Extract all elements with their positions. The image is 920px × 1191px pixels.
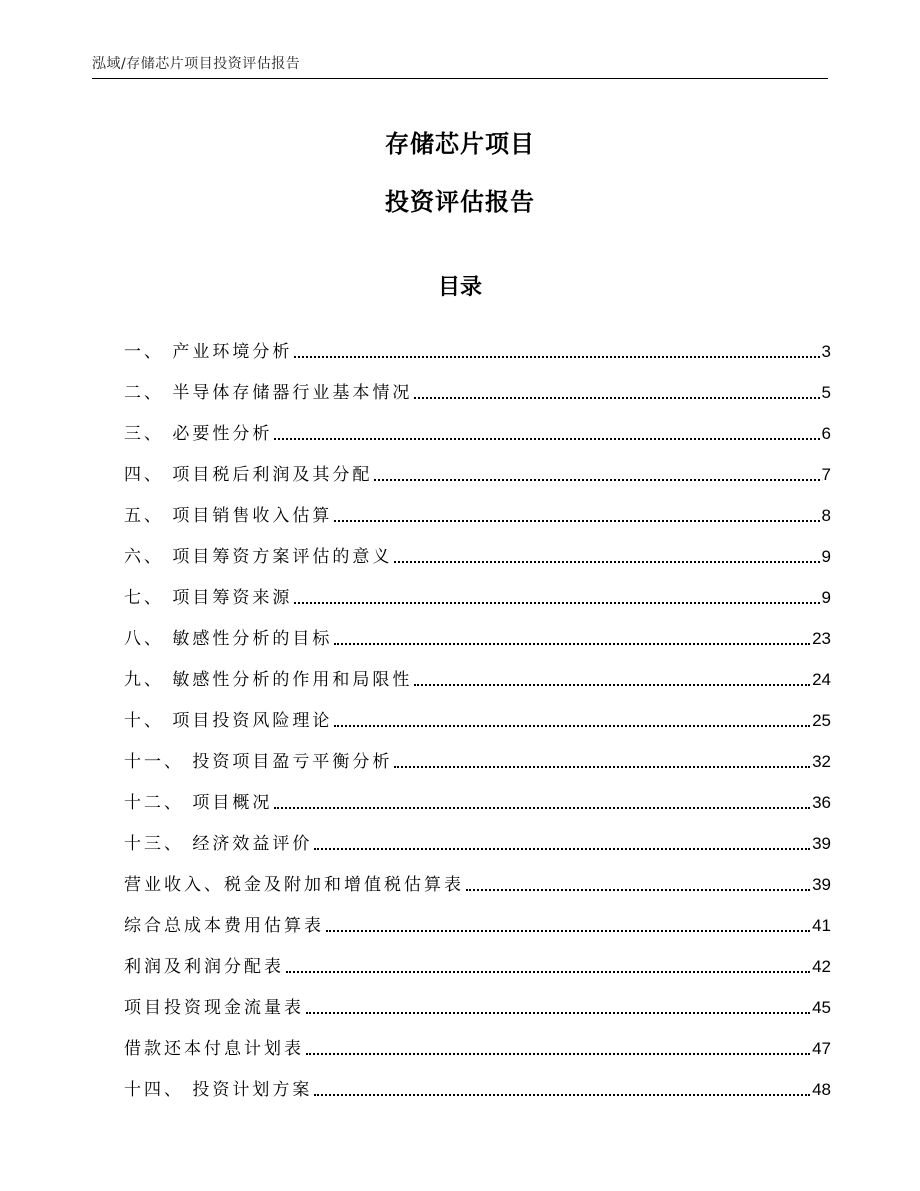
toc-entry-page-number: 23 <box>812 629 831 648</box>
toc-dot-leader <box>294 602 819 604</box>
toc-entry[interactable] <box>124 691 831 732</box>
toc-entry[interactable] <box>124 896 831 937</box>
toc-dot-leader <box>306 1012 810 1014</box>
toc-entry-label: 营业收入、税金及附加和增值税估算表 <box>124 875 464 895</box>
toc-entry-page-number: 47 <box>812 1039 831 1058</box>
toc-entry-page-number: 9 <box>821 588 831 607</box>
toc-entry-label: 九、 敏感性分析的作用和局限性 <box>124 670 413 690</box>
toc-entry[interactable] <box>124 322 831 363</box>
toc-dot-leader <box>414 397 819 399</box>
toc-dot-leader <box>294 356 819 358</box>
toc-entry[interactable] <box>124 568 831 609</box>
toc-entry[interactable] <box>124 978 831 1019</box>
toc-entry-page-number: 36 <box>812 793 831 812</box>
toc-entry[interactable] <box>124 609 831 650</box>
toc-entry[interactable] <box>124 814 831 855</box>
toc-dot-leader <box>334 520 819 522</box>
toc-entry-page-number: 42 <box>812 957 831 976</box>
toc-entry[interactable] <box>124 404 831 445</box>
toc-entry[interactable] <box>124 1060 831 1101</box>
toc-heading: 目录 <box>437 275 482 300</box>
toc-dot-leader <box>374 479 819 481</box>
toc-entry-label: 十三、 经济效益评价 <box>124 834 313 854</box>
toc-dot-leader <box>274 438 819 440</box>
toc-entry[interactable] <box>124 1019 831 1060</box>
toc-entry-page-number: 6 <box>821 424 831 443</box>
toc-entry-page-number: 7 <box>821 465 831 484</box>
toc-entry-page-number: 48 <box>812 1080 831 1099</box>
table-of-contents <box>124 322 831 1101</box>
toc-entry[interactable] <box>124 937 831 978</box>
toc-entry[interactable] <box>124 486 831 527</box>
toc-entry-label: 八、 敏感性分析的目标 <box>124 629 333 649</box>
toc-entry[interactable] <box>124 363 831 404</box>
toc-dot-leader <box>334 643 810 645</box>
toc-entry-label: 五、 项目销售收入估算 <box>124 506 333 526</box>
toc-entry[interactable] <box>124 773 831 814</box>
toc-dot-leader <box>466 889 810 891</box>
toc-entry-page-number: 41 <box>812 916 831 935</box>
toc-dot-leader <box>306 1053 810 1055</box>
toc-entry-page-number: 39 <box>812 834 831 853</box>
toc-entry-page-number: 5 <box>821 383 831 402</box>
toc-dot-leader <box>394 766 810 768</box>
toc-entry-page-number: 3 <box>821 342 831 361</box>
toc-entry-page-number: 24 <box>812 670 831 689</box>
toc-dot-leader <box>326 930 810 932</box>
toc-entry-label: 二、 半导体存储器行业基本情况 <box>124 383 413 403</box>
header-divider <box>92 78 828 79</box>
toc-entry-page-number: 39 <box>812 875 831 894</box>
toc-dot-leader <box>314 1094 810 1096</box>
toc-entry-label: 十二、 项目概况 <box>124 793 273 813</box>
toc-entry-page-number: 9 <box>821 547 831 566</box>
toc-entry-label: 一、 产业环境分析 <box>124 342 293 362</box>
toc-dot-leader <box>286 971 810 973</box>
toc-entry-label: 综合总成本费用估算表 <box>124 916 324 936</box>
toc-entry-page-number: 8 <box>821 506 831 525</box>
toc-dot-leader <box>334 725 810 727</box>
toc-entry[interactable] <box>124 855 831 896</box>
toc-entry-label: 借款还本付息计划表 <box>124 1039 304 1059</box>
running-header: 泓域/存储芯片项目投资评估报告 <box>92 56 301 72</box>
toc-entry-label: 项目投资现金流量表 <box>124 998 304 1018</box>
toc-entry-label: 七、 项目筹资来源 <box>124 588 293 608</box>
toc-entry-label: 利润及利润分配表 <box>124 957 284 977</box>
toc-entry[interactable] <box>124 732 831 773</box>
toc-entry[interactable] <box>124 650 831 691</box>
toc-entry-label: 六、 项目筹资方案评估的意义 <box>124 547 393 567</box>
toc-entry[interactable] <box>124 445 831 486</box>
toc-entry-label: 十一、 投资项目盈亏平衡分析 <box>124 752 393 772</box>
toc-entry-page-number: 25 <box>812 711 831 730</box>
toc-entry-page-number: 32 <box>812 752 831 771</box>
document-title-line-1: 存储芯片项目 <box>385 130 535 158</box>
toc-dot-leader <box>414 684 810 686</box>
toc-dot-leader <box>274 807 810 809</box>
toc-entry-label: 四、 项目税后利润及其分配 <box>124 465 373 485</box>
toc-entry-label: 三、 必要性分析 <box>124 424 273 444</box>
toc-dot-leader <box>314 848 810 850</box>
toc-entry-label: 十四、 投资计划方案 <box>124 1080 313 1100</box>
toc-entry-label: 十、 项目投资风险理论 <box>124 711 333 731</box>
document-title-line-2: 投资评估报告 <box>385 188 535 216</box>
toc-entry-page-number: 45 <box>812 998 831 1017</box>
toc-entry[interactable] <box>124 527 831 568</box>
toc-dot-leader <box>394 561 819 563</box>
